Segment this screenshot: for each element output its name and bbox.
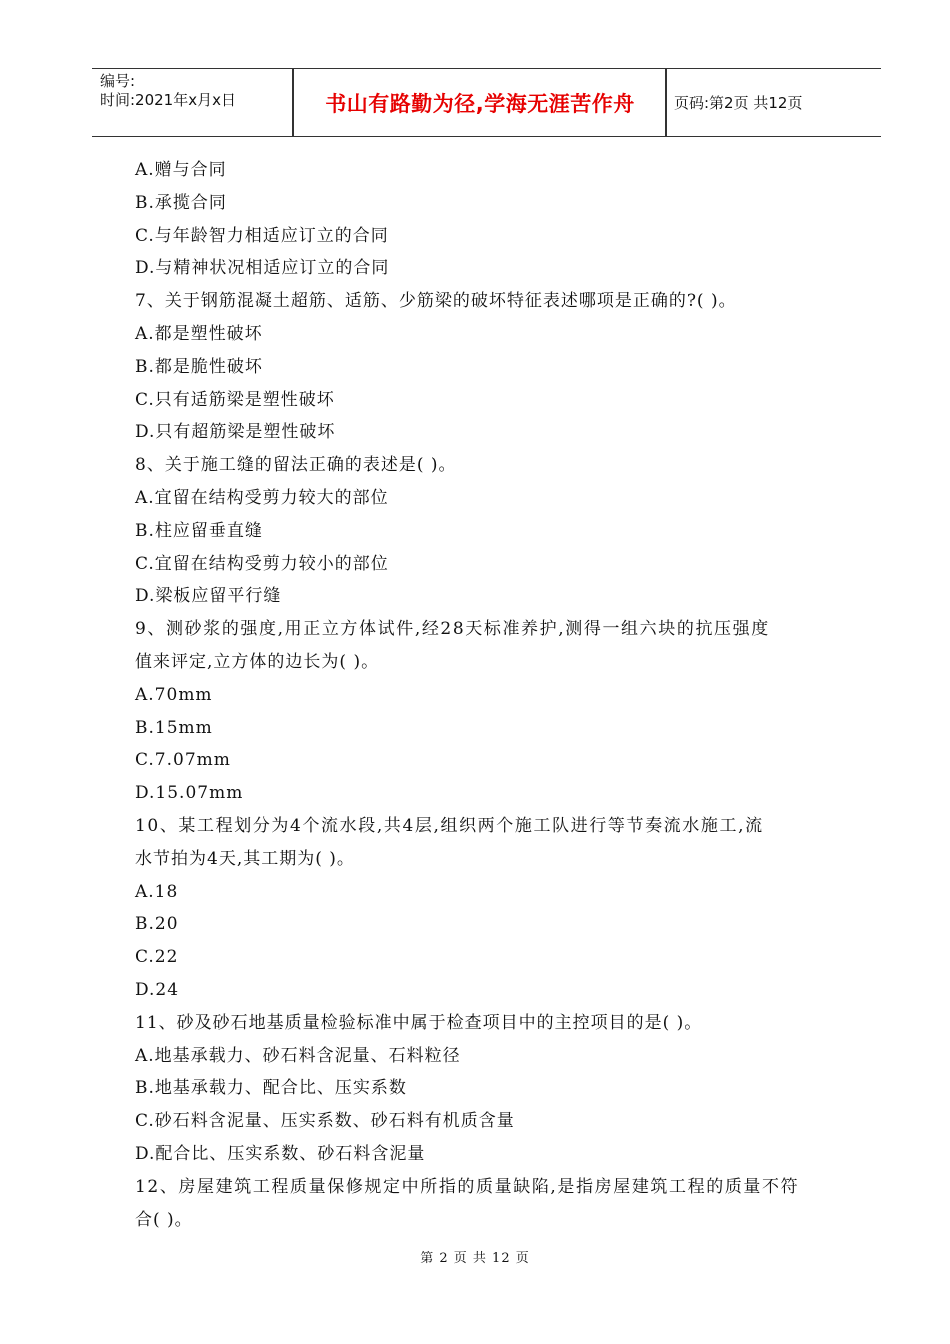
text-line: 8、关于施工缝的留法正确的表述是( )。 xyxy=(135,455,457,476)
text-line: D.与精神状况相适应订立的合同 xyxy=(135,258,390,279)
text-line: C.与年龄智力相适应订立的合同 xyxy=(135,225,389,246)
text-line: B.20 xyxy=(135,914,179,935)
text-line: A.都是塑性破坏 xyxy=(135,323,263,344)
text-line: 7、关于钢筋混凝土超筋、适筋、少筋梁的破坏特征表述哪项是正确的?( )。 xyxy=(135,291,737,312)
text-line: D.配合比、压实系数、砂石料含泥量 xyxy=(135,1143,426,1164)
document-time-label: 时间:2021年x月x日 xyxy=(100,91,236,109)
header-divider xyxy=(665,69,667,136)
header-meta xyxy=(100,72,236,110)
text-line: 10、某工程划分为4个流水段,共4层,组织两个施工队进行等节奏流水施工,流 xyxy=(135,815,764,836)
text-line: B.地基承载力、配合比、压实系数 xyxy=(135,1078,407,1099)
text-line: B.15mm xyxy=(135,717,213,738)
text-line: 11、砂及砂石地基质量检验标准中属于检查项目中的主控项目的是( )。 xyxy=(135,1012,703,1033)
text-line: D.15.07mm xyxy=(135,783,244,804)
text-line: D.梁板应留平行缝 xyxy=(135,586,282,607)
text-line: A.地基承载力、砂石料含泥量、石料粒径 xyxy=(135,1045,461,1066)
document-number-label: 编号: xyxy=(100,72,136,90)
text-line: C.只有适筋梁是塑性破坏 xyxy=(135,389,335,410)
text-line: 合( )。 xyxy=(135,1209,193,1230)
text-line: C.7.07mm xyxy=(135,750,231,771)
text-line: 9、测砂浆的强度,用正立方体试件,经28天标准养护,测得一组六块的抗压强度 xyxy=(135,619,770,640)
text-line: C.宜留在结构受剪力较小的部位 xyxy=(135,553,389,574)
text-line: B.承揽合同 xyxy=(135,192,227,213)
header-page-info: 页码:第2页 共12页 xyxy=(674,94,803,112)
text-line: 水节拍为4天,其工期为( )。 xyxy=(135,848,355,869)
page-header xyxy=(92,68,881,137)
text-line: C.砂石料含泥量、压实系数、砂石料有机质含量 xyxy=(135,1111,515,1132)
text-line: A.赠与合同 xyxy=(135,160,227,180)
text-line: C.22 xyxy=(135,947,179,968)
text-line: A.宜留在结构受剪力较大的部位 xyxy=(135,487,389,508)
text-line: 12、房屋建筑工程质量保修规定中所指的质量缺陷,是指房屋建筑工程的质量不符 xyxy=(135,1176,800,1197)
header-motto: 书山有路勤为径,学海无涯苦作舟 xyxy=(325,91,635,116)
page-footer: 第 2 页 共 12 页 xyxy=(420,1251,530,1266)
text-line: D.只有超筋梁是塑性破坏 xyxy=(135,422,336,443)
text-line: B.都是脆性破坏 xyxy=(135,356,263,377)
question-body xyxy=(135,154,840,1236)
text-line: B.柱应留垂直缝 xyxy=(135,520,263,541)
text-line: A.70mm xyxy=(135,684,213,705)
text-line: D.24 xyxy=(135,979,180,1000)
text-line: 值来评定,立方体的边长为( )。 xyxy=(135,651,380,672)
text-line: A.18 xyxy=(135,881,179,902)
